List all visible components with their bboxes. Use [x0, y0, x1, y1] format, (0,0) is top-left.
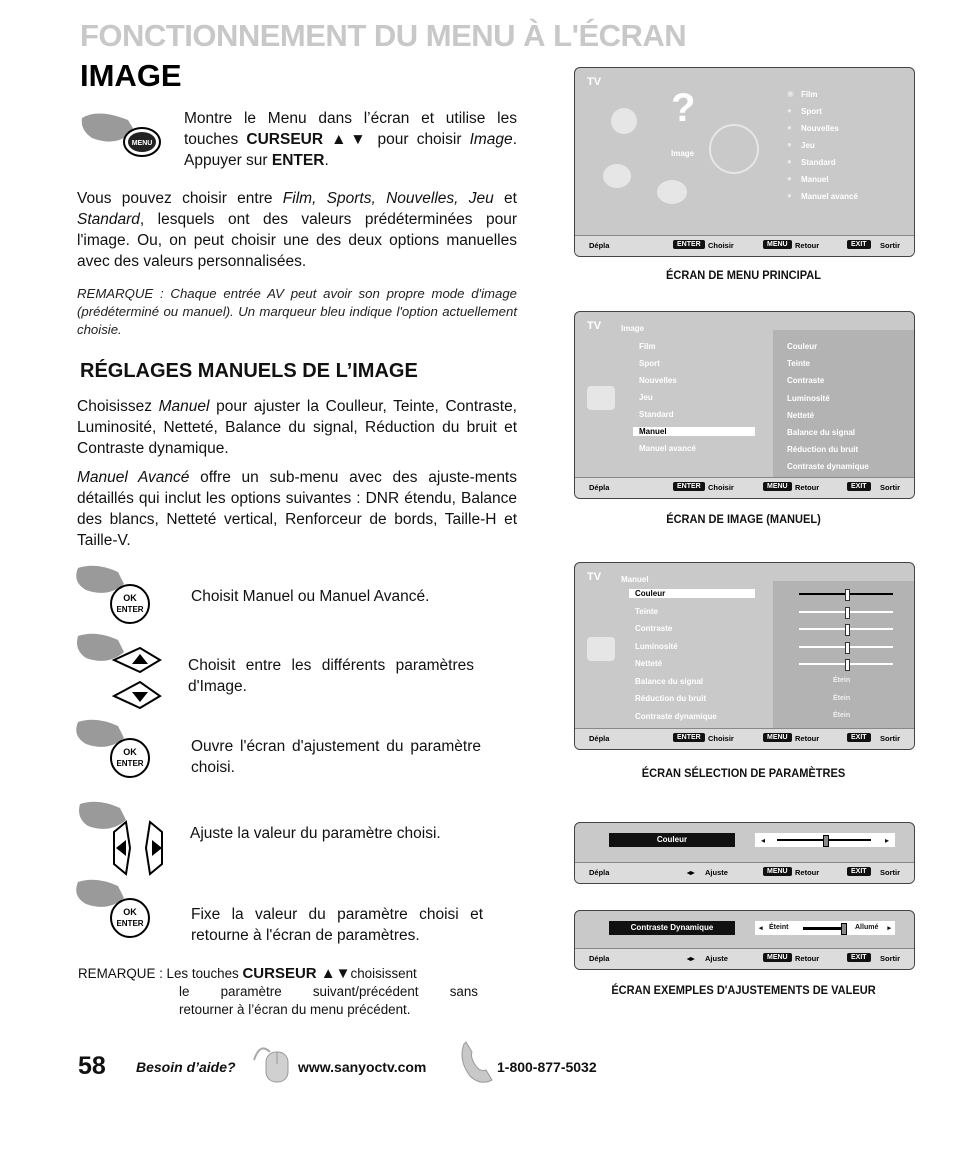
svg-text:OK: OK: [123, 593, 137, 603]
submenu-preview-item: Contraste dynamique: [787, 462, 869, 472]
parameter-value: Étein: [833, 694, 851, 702]
page-title: IMAGE: [80, 58, 182, 93]
parameters-screen: [574, 562, 915, 750]
menu-option[interactable]: Sport: [801, 107, 822, 116]
screen-footer-bar: Dépla ◂▸ Ajuste MENU Retour EXIT Sortir: [575, 862, 914, 883]
adjust-dynamic-contrast-screen: [574, 910, 915, 970]
step-5-text: Fixe la valeur du paramètre choisi et retourne à l'écran de paramètres.: [191, 906, 483, 944]
screen-footer-bar: Dépla ◂▸ Ajuste MENU Retour EXIT Sortir: [575, 948, 914, 969]
parameter-value: Étein: [833, 712, 851, 719]
submenu-preview-item: Luminosité: [787, 393, 830, 403]
radio-icon: ●: [787, 106, 792, 115]
parameter-item[interactable]: Luminosité: [635, 641, 678, 651]
manual-heading: RÉGLAGES MANUELS DE L’IMAGE: [80, 360, 418, 382]
menu-option[interactable]: Standard: [801, 158, 836, 167]
menu-option[interactable]: Standard: [639, 410, 674, 419]
tv-label: TV: [587, 320, 602, 332]
submenu-preview-item: Netteté: [787, 410, 815, 420]
slider-thumb[interactable]: [845, 659, 850, 671]
submenu-preview-item: Balance du signal: [787, 428, 856, 437]
menu-option[interactable]: Film: [639, 342, 656, 351]
svg-text:ENTER: ENTER: [116, 919, 144, 928]
parameter-slider[interactable]: [799, 663, 893, 665]
svg-text:OK: OK: [123, 907, 137, 917]
submenu-preview-item: Teinte: [787, 359, 810, 369]
menu-button-hand-icon: [78, 108, 164, 164]
adjust-toggle[interactable]: ◂ Éteint Allumé ▸: [755, 921, 895, 935]
menu-option-selected[interactable]: Manuel: [633, 427, 755, 436]
svg-text:ENTER: ENTER: [116, 605, 144, 614]
cursor-left-right-icon: [76, 798, 176, 882]
menu-option[interactable]: Jeu: [801, 141, 815, 150]
slider-thumb[interactable]: [845, 624, 850, 636]
parameter-item[interactable]: Contraste dynamique: [635, 711, 717, 721]
manual-paragraph-1: Choisissez Manuel pour ajuster la Coulleur, Teinte, Contraste, Luminosité, Netteté, Balance du signal, Réduction du bruit et Contraste dynamique.: [77, 398, 517, 457]
radio-icon: ◉: [787, 89, 794, 98]
svg-text:OK: OK: [123, 747, 137, 757]
menu-option[interactable]: Manuel: [801, 175, 829, 184]
parameter-slider[interactable]: [799, 611, 893, 613]
radio-icon: ●: [787, 191, 792, 200]
caption-image-manual: ÉCRAN DE IMAGE (MANUEL): [666, 512, 821, 526]
svg-text:MENU: MENU: [131, 140, 153, 147]
menu-center-label: Image: [671, 149, 695, 158]
parameter-slider[interactable]: [799, 628, 893, 630]
right-pane: [773, 581, 914, 729]
cursor-note: REMARQUE : Les touches CURSEUR ▲▼choisissent le paramètre suivant/précédent sans retourner à l’écran du menu précédent.: [78, 965, 478, 1017]
parameter-item[interactable]: Réduction du bruit: [635, 694, 707, 703]
right-pane: [773, 330, 914, 478]
menu-option[interactable]: Jeu: [639, 393, 653, 402]
slider-thumb[interactable]: [845, 642, 850, 654]
radio-icon: ●: [787, 174, 792, 183]
image-manual-screen: [574, 311, 915, 499]
submenu-preview-item: Couleur: [787, 342, 818, 351]
caption-adjust: ÉCRAN EXEMPLES D'AJUSTEMENTS DE VALEUR: [611, 983, 876, 997]
sound-icon: [657, 180, 687, 204]
tv-label: TV: [587, 571, 602, 583]
section-header: FONCTIONNEMENT DU MENU À L'ÉCRAN: [80, 18, 687, 53]
submenu-preview-item: Réduction du bruit: [787, 445, 859, 455]
caption-main-menu: ÉCRAN DE MENU PRINCIPAL: [666, 268, 821, 282]
parameter-slider[interactable]: [799, 646, 893, 648]
help-text: Besoin d’aide?: [136, 1059, 236, 1075]
step-3-text: Ouvre l'écran d'ajustement du paramètre choisi.: [191, 738, 481, 776]
step-1-text: Choisit Manuel ou Manuel Avancé.: [191, 588, 430, 605]
menu-option[interactable]: Nouvelles: [801, 124, 839, 133]
parameter-slider[interactable]: [799, 593, 893, 595]
website-link[interactable]: www.sanyoctv.com: [298, 1059, 427, 1075]
parameter-item[interactable]: Contraste: [635, 624, 673, 633]
parameter-item[interactable]: Balance du signal: [635, 676, 704, 686]
clock-icon: [603, 164, 631, 188]
phone-icon: [456, 1040, 496, 1086]
menu-option[interactable]: Film: [801, 90, 818, 99]
cursor-up-down-icon: [74, 630, 164, 716]
menu-option[interactable]: Nouvelles: [639, 376, 677, 385]
manual-paragraph-2: Manuel Avancé offre un sub-menu avec des ajuste-ments détaillés qui inclut les options suivantes : DNR étendu, Balance des blancs, Netteté vertical, Renforceur de bords, Taille-H et Taille-V.: [77, 469, 517, 549]
radio-icon: ●: [787, 157, 792, 166]
parameter-item[interactable]: Netteté: [635, 659, 663, 668]
step-4-text: Ajuste la valeur du paramètre choisi.: [190, 825, 441, 842]
ok-enter-button-icon: [72, 876, 152, 940]
image-palette-icon[interactable]: [709, 124, 759, 174]
parameter-item[interactable]: Teinte: [635, 606, 658, 616]
slider-thumb[interactable]: [845, 607, 850, 619]
breadcrumb: Image: [621, 324, 645, 333]
screen-footer-bar: Dépla ENTER Choisir MENU Retour EXIT Sortir: [575, 728, 914, 749]
intro-instruction: Montre le Menu dans l’écran et utilise les touches CURSEUR ▲▼ pour choisir Image. Appuyer sur ENTER.: [184, 110, 517, 169]
slider-thumb[interactable]: [823, 835, 829, 847]
menu-option[interactable]: Manuel avancé: [801, 192, 858, 201]
adjust-couleur-screen: [574, 822, 915, 884]
submenu-preview-item: Contraste: [787, 376, 825, 386]
menu-option[interactable]: Sport: [639, 359, 660, 368]
ok-enter-button-icon: [72, 716, 152, 780]
svg-text:ENTER: ENTER: [116, 759, 144, 768]
tv-label: TV: [587, 76, 602, 88]
adjust-slider[interactable]: ◂ ▸: [755, 833, 895, 847]
ok-enter-button-icon: [72, 562, 152, 626]
main-menu-screen: [574, 67, 915, 257]
page-number: 58: [78, 1052, 106, 1080]
parameter-value: Étein: [833, 677, 851, 684]
breadcrumb: Manuel: [621, 575, 649, 584]
caption-parameters: ÉCRAN SÉLECTION DE PARAMÈTRES: [641, 766, 846, 780]
menu-option[interactable]: Manuel avancé: [639, 444, 696, 453]
parameter-selected[interactable]: Couleur: [629, 589, 755, 598]
screen-footer-bar: Dépla ENTER Choisir MENU Retour EXIT Sortir: [575, 235, 914, 256]
adjust-label: Couleur: [609, 833, 735, 847]
palette-icon: [587, 637, 615, 661]
toggle-thumb[interactable]: [841, 923, 847, 935]
radio-icon: ●: [787, 123, 792, 132]
mouse-icon: [250, 1040, 292, 1084]
intro-note: REMARQUE : Chaque entrée AV peut avoir son propre mode d'image (prédéterminé ou manuel). Un marqueur bleu indique l'option actuellement choisie.: [77, 286, 517, 337]
step-2-text: Choisit entre les différents paramètres d'Image.: [188, 657, 474, 695]
slider-thumb[interactable]: [845, 589, 850, 601]
palette-icon: [587, 386, 615, 410]
phone-number: 1-800-877-5032: [497, 1059, 597, 1075]
screen-footer-bar: Dépla ENTER Choisir MENU Retour EXIT Sortir: [575, 477, 914, 498]
question-icon: ?: [671, 86, 696, 130]
adjust-label: Contraste Dynamique: [609, 921, 735, 935]
radio-icon: ●: [787, 140, 792, 149]
setup-icon: [611, 108, 637, 134]
intro-paragraph: Vous pouvez choisir entre Film, Sports, Nouvelles, Jeu et Standard, lesquels ont des valeurs prédéterminées pour l'image. Ou, on peut choisir une des deux options manuelles avec des valeurs personnalisées.: [77, 190, 517, 270]
